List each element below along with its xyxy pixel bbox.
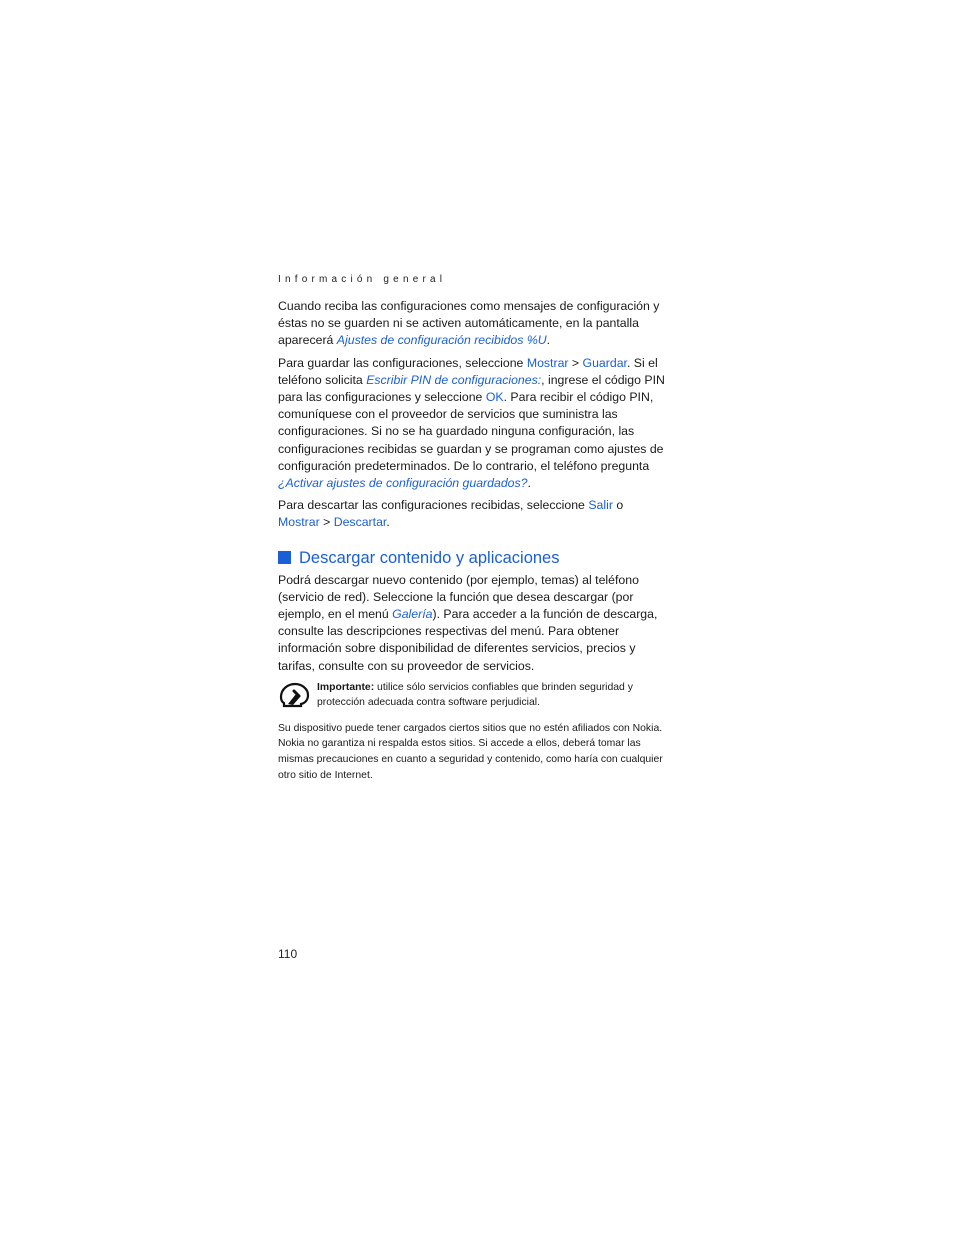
paragraph-text: ). Para acceder a la función de descarga, consulte las descripciones respectivas del menú. Para obtener información sobre disponibilidad de diferentes servicios, precios y tarifas, consulte con su proveedor de servicios. [278,607,658,673]
menu-text-pin-prompt: Escribir PIN de configuraciones: [366,372,542,387]
note-text [317,680,670,711]
paragraph-text: Podrá descargar nuevo contenido (por ejemplo, temas) al teléfono (servicio de red). Seleccione la función que desea descargar (por ejemplo, en el menú [278,572,639,622]
paragraph-text: . [546,333,551,348]
paragraph-third-party-sites: Su dispositivo puede tener cargados ciertos sitios que no estén afiliados con Nokia. Nokia no garantiza ni respalda estos sitios. Si accede a ellos, deberá tomar las mismas precauciones en cuanto a seguridad y contenido, como haría con cualquier otro sitio de Internet. [278,722,663,781]
separator: > [319,515,334,530]
section-heading [278,547,670,569]
paragraph-text: Cuando reciba las configuraciones como mensajes de configuración y éstas no se guarden ni se activen automáticamente, en la pantalla aparecerá [278,299,660,348]
option-mostrar: Mostrar [278,515,320,530]
separator: > [568,355,583,370]
paragraph-text: . [527,476,531,491]
paragraph-text: Para guardar las configuraciones, seleccione [278,355,527,370]
paragraph-save-config [278,355,670,493]
paragraph-text: o [612,498,624,513]
option-descartar: Descartar [333,515,387,530]
note-label: Importante: [317,681,375,693]
important-note [278,680,670,711]
menu-galeria: Galería [392,607,433,622]
paragraph-config-received [278,298,670,350]
running-header: Información general [278,274,447,285]
paragraph-text: . Si el teléfono solicita [278,355,658,387]
option-salir: Salir [588,498,613,513]
option-guardar: Guardar [582,355,627,370]
paragraph-download-content [278,572,670,675]
paragraph-text: , ingrese el código PIN para las configuraciones y seleccione [278,372,665,405]
warning-hand-icon [278,682,310,708]
paragraph-text: Para descartar las configuraciones recibidas, seleccione [278,498,589,513]
page-number: 110 [278,947,298,961]
menu-text-activate-prompt: ¿Activar ajustes de configuración guardados? [278,476,528,491]
option-ok: OK [485,390,504,405]
paragraph-text: . [386,515,390,530]
option-mostrar: Mostrar [526,355,569,370]
page-content [278,298,670,788]
note-body: utilice sólo servicios confiables que brinden seguridad y protección adecuada contra software perjudicial. [317,681,633,709]
paragraph-discard-config [278,497,670,531]
square-bullet-icon [278,551,291,564]
menu-text-config-received: Ajustes de configuración recibidos %U [336,333,547,348]
paragraph-text: . Para recibir el código PIN, comuníquese con el proveedor de servicios que suministra las configuraciones. Si no se ha guardado ninguna configuración, las configuraciones recibidas se guardan y se programan como ajustes de configuración predeterminados. De lo contrario, el teléfono pregunta [278,390,664,473]
section-title: Descargar contenido y aplicaciones [299,548,560,567]
